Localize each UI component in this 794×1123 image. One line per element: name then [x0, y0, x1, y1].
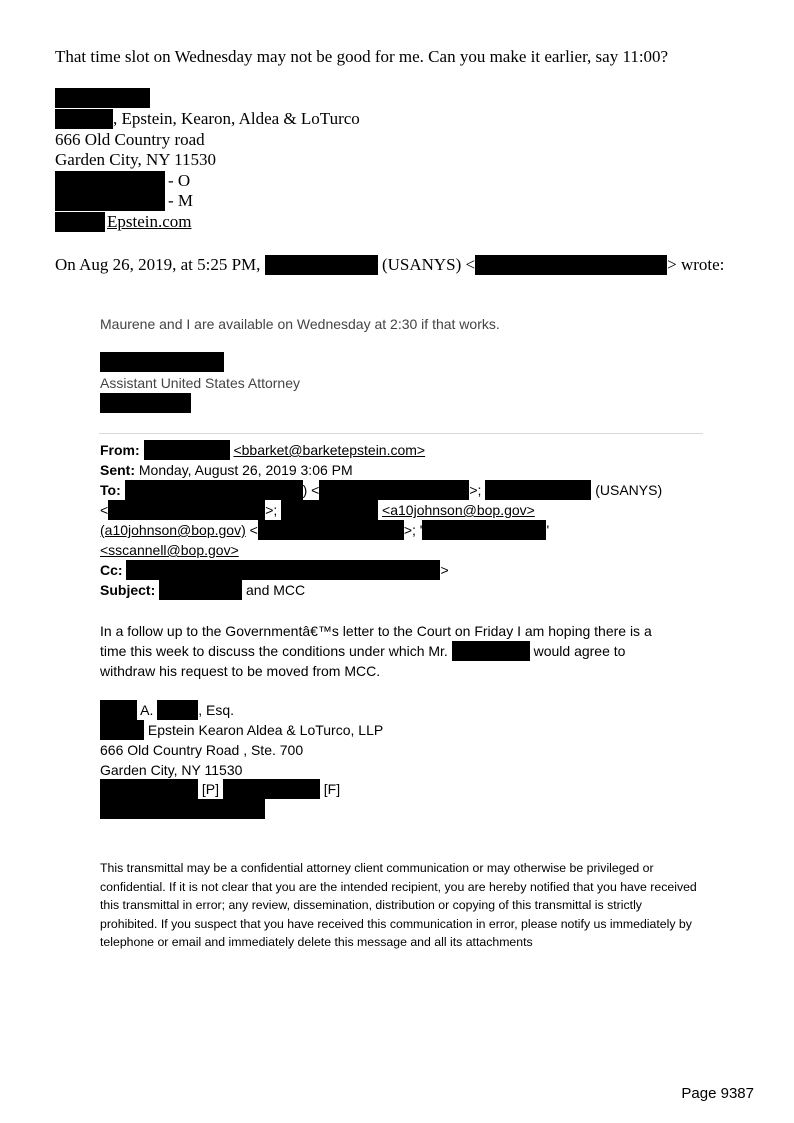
reply-body: That time slot on Wednesday may not be good for me. Can you make it earlier, say 11:00? [55, 47, 669, 66]
original-sig-firm: Epstein Kearon Aldea & LoTurco, LLP [147, 722, 384, 738]
reply-sig-email-link[interactable]: Epstein.com [107, 212, 192, 231]
redaction-block [55, 88, 150, 108]
redaction-block [100, 393, 191, 413]
reply-sig-name-line [55, 88, 150, 108]
redaction-block [422, 520, 546, 540]
attribution-prefix: On Aug 26, 2019, at 5:25 PM, [55, 255, 261, 274]
to-email-link[interactable]: (a10johnson@bop.gov) [100, 522, 246, 538]
from-email-link[interactable]: <bbarket@barketepstein.com> [233, 442, 426, 458]
to-text: >; [469, 482, 482, 498]
redaction-block [100, 352, 224, 372]
redaction-block [108, 500, 265, 520]
redaction-block [55, 212, 105, 232]
original-sig-address2: Garden City, NY 11530 [100, 762, 243, 778]
header-to-line4 [100, 540, 239, 560]
subject-label: Subject: [100, 582, 156, 598]
redaction-block [281, 500, 378, 520]
quoted-sig-name-line [100, 352, 224, 372]
original-body-line3: withdraw his request to be moved from MCC. [100, 663, 381, 679]
cc-label: Cc: [100, 562, 123, 578]
original-sig-name-line [100, 700, 234, 720]
original-sig-firm-line [100, 720, 383, 740]
to-text: (USANYS) [595, 482, 663, 498]
header-to-line1 [100, 480, 662, 500]
redaction-block [125, 480, 303, 500]
redaction-block [159, 580, 242, 600]
to-email-link[interactable]: <sscannell@bop.gov> [100, 542, 239, 558]
original-sig-email-line [100, 799, 265, 819]
to-text: ' [546, 522, 550, 538]
quoted-sig-title: Assistant United States Attorney [100, 375, 300, 391]
to-text: >; [265, 502, 278, 518]
redaction-block [319, 480, 469, 500]
redaction-block [100, 799, 265, 819]
original-sig-p: [P] [201, 781, 220, 797]
header-cc-line [100, 560, 449, 580]
quoted-sig-extra-line [100, 393, 191, 413]
redaction-block [452, 641, 530, 661]
quoted-body: Maurene and I are available on Wednesday at 2:30 if that works. [100, 316, 500, 332]
to-email-link[interactable]: <a10johnson@bop.gov> [382, 502, 535, 518]
redaction-block [100, 779, 198, 799]
redaction-block [265, 255, 378, 275]
reply-sig-firm-line [55, 109, 360, 129]
reply-sig-address1: 666 Old Country road [55, 130, 205, 149]
reply-sig-email-line [55, 212, 192, 232]
to-label: To: [100, 482, 121, 498]
original-sig-esq: , Esq. [198, 702, 235, 718]
header-sent-line [100, 460, 353, 480]
quote-attribution [55, 255, 724, 275]
reply-sig-phone-o-line [55, 171, 190, 191]
header-divider [99, 433, 703, 434]
redaction-block [100, 720, 144, 740]
redaction-block [485, 480, 591, 500]
redaction-block [55, 191, 165, 211]
header-subject-line [100, 580, 305, 600]
redaction-block [55, 171, 165, 191]
original-body-text: would agree to [529, 643, 626, 659]
original-sig-phone-line [100, 779, 340, 799]
redaction-block [475, 255, 667, 275]
reply-sig-phone-m-line [55, 191, 193, 211]
reply-sig-phone-m: - M [168, 191, 194, 210]
to-text: < [100, 502, 109, 518]
sent-label: Sent: [100, 462, 135, 478]
redaction-block [144, 440, 230, 460]
to-text: >; ' [403, 522, 423, 538]
original-sig-f: [F] [323, 781, 341, 797]
subject-text: and MCC [242, 582, 306, 598]
page-number: Page 9387 [681, 1085, 754, 1102]
attribution-office: (USANYS) < [381, 255, 476, 274]
sent-value: Monday, August 26, 2019 3:06 PM [135, 462, 353, 478]
confidentiality-disclaimer: This transmittal may be a confidential attorney client communication or may otherwise be privileged or confidential. If it is not clear that you are the intended recipient, you are hereby notified that you have received this transmittal in error; any review, dissemination, distribution or copying of this transmittal is strictly prohibited. If you suspect that you have received this communication in error, please notify us immediately by telephone or email and immediately delete this message and all its attachments [100, 861, 697, 950]
reply-sig-address2: Garden City, NY 11530 [55, 150, 217, 169]
to-text: < [245, 522, 258, 538]
to-text: ) < [302, 482, 320, 498]
attribution-suffix: > wrote: [667, 255, 725, 274]
original-body-line1: In a follow up to the Governmentâ€™s letter to the Court on Friday I am hoping there is a [100, 623, 652, 639]
original-body-line2 [100, 641, 625, 661]
cc-text: > [440, 562, 449, 578]
header-to-line2 [100, 500, 535, 520]
reply-sig-phone-o: - O [168, 171, 191, 190]
reply-sig-firm: , Epstein, Kearon, Aldea & LoTurco [113, 109, 360, 128]
original-sig-initial: A. [140, 702, 154, 718]
redaction-block [157, 700, 198, 720]
header-from-line [100, 440, 425, 460]
redaction-block [258, 520, 404, 540]
redaction-block [126, 560, 440, 580]
original-sig-address1: 666 Old Country Road , Ste. 700 [100, 742, 304, 758]
redaction-block [100, 700, 137, 720]
redaction-block [223, 779, 320, 799]
from-label: From: [100, 442, 140, 458]
redaction-block [55, 109, 113, 129]
header-to-line3 [100, 520, 549, 540]
original-body-text: time this week to discuss the conditions under which Mr. [100, 643, 448, 659]
